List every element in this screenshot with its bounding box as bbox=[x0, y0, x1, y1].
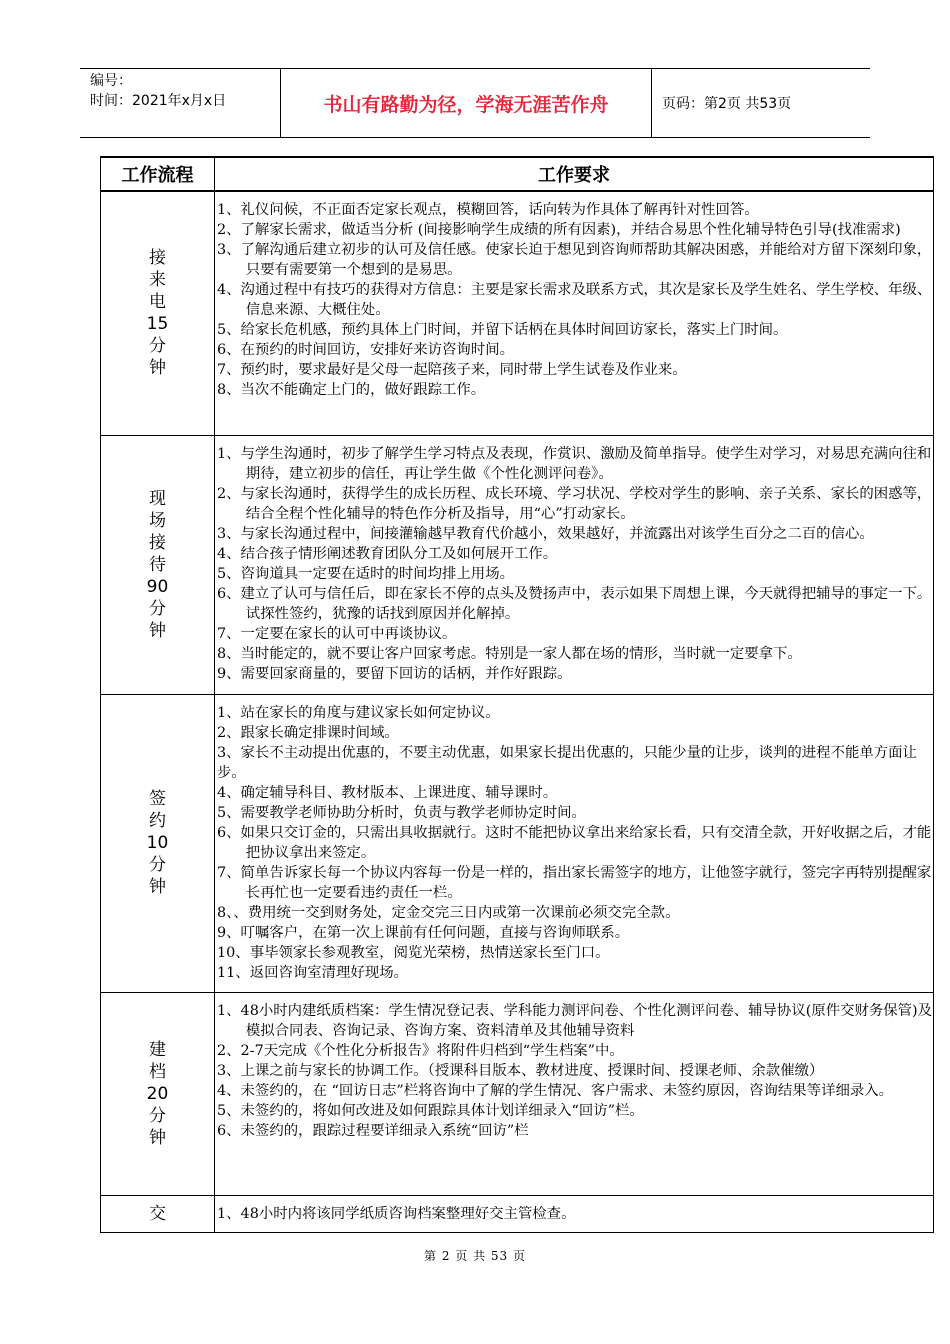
requirements-cell bbox=[215, 992, 934, 1195]
requirement-item: 3、家长不主动提出优惠的，不要主动优惠，如果家长提出优惠的，只能少量的让步，谈判的进程不能单方面让步。 bbox=[217, 744, 917, 781]
stage-cell bbox=[101, 191, 215, 435]
stage-char: 签 bbox=[149, 789, 166, 809]
stage-char: 待 bbox=[149, 554, 166, 575]
stage-char: 分 bbox=[149, 336, 166, 357]
requirement-item: 8、、费用统一交到财务处，定金交完三日内或第一次课前必须交完全款。 bbox=[217, 904, 680, 921]
requirement-item: 1、站在家长的角度与建议家长如何定协议。 bbox=[217, 704, 500, 721]
requirement-item: 7、预约时，要求最好是父母一起陪孩子来，同时带上学生试卷及作业来。 bbox=[217, 362, 687, 378]
page-header bbox=[80, 68, 870, 138]
requirement-item: 6、如果只交订金的，只需出具收据就行。这时不能把协议拿出来给家长看，只有交清全款，开好收据之后，才能把协议拿出来签定。 bbox=[217, 824, 932, 861]
document-number-label: 编号： bbox=[90, 73, 132, 89]
requirement-item: 9、叮嘱客户，在第一次上课前有任何问题，直接与咨询师联系。 bbox=[217, 924, 630, 941]
stage-char: 交 bbox=[149, 1203, 166, 1224]
table-header-row bbox=[101, 157, 934, 191]
requirement-item: 5、咨询道具一定要在适时的时间均排上用场。 bbox=[217, 565, 514, 582]
requirement-item: 4、确定辅导科目、教材版本、上课进度、辅导课时。 bbox=[217, 784, 558, 801]
header-page-label: 页码：第2页 共53页 bbox=[662, 96, 792, 112]
page-footer: 第 2 页 共 53 页 bbox=[424, 1249, 526, 1263]
requirement-item: 5、未签约的，将如何改进及如何跟踪具体计划详细录入“回访”栏。 bbox=[217, 1102, 644, 1119]
table-row bbox=[101, 992, 934, 1195]
stage-char: 接 bbox=[149, 248, 166, 269]
stage-char: 约 bbox=[149, 811, 166, 831]
header-motto: 书山有路勤为径，学海无涯苦作舟 bbox=[280, 69, 652, 137]
stage-char: 15 bbox=[146, 314, 169, 335]
requirement-item: 2、与家长沟通时，获得学生的成长历程、成长环境、学习状况、学校对学生的影响、亲子关系、家长的困惑等，结合全程个性化辅导的特色作分析及指导，用“心”打动家长。 bbox=[217, 485, 932, 522]
stage-char: 钟 bbox=[149, 358, 166, 379]
stage-char: 场 bbox=[149, 510, 166, 531]
table-body bbox=[101, 191, 934, 1232]
requirement-item: 7、一定要在家长的认可中再谈协议。 bbox=[217, 625, 457, 642]
stage-cell bbox=[101, 435, 215, 694]
stage-char: 档 bbox=[149, 1061, 166, 1082]
requirements-cell bbox=[215, 1195, 934, 1232]
requirement-item: 6、建立了认可与信任后，即在家长不停的点头及赞扬声中，表示如果下周想上课，今天就得把辅导的事定一下。试探性签约，犹豫的话找到原因并化解掉。 bbox=[217, 585, 932, 622]
stage-cell bbox=[101, 1195, 215, 1232]
requirement-item: 11、返回咨询室清理好现场。 bbox=[217, 964, 408, 981]
requirement-item: 7、简单告诉家长每一个协议内容每一份是一样的，指出家长需签字的地方，让他签字就行，签完字再特别提醒家长再忙也一定要看违约责任一栏。 bbox=[217, 864, 932, 901]
stage-cell bbox=[101, 992, 215, 1195]
requirement-item: 10、事毕领家长参观教室，阅览光荣榜，热情送家长至门口。 bbox=[217, 944, 610, 961]
requirement-item: 4、未签约的，在 “回访日志”栏将咨询中了解的学生情况、客户需求、未签约原因，咨询结果等详细录入。 bbox=[217, 1082, 894, 1099]
requirements-cell bbox=[215, 435, 934, 694]
table-row bbox=[101, 694, 934, 992]
column-header-requirements: 工作要求 bbox=[215, 157, 934, 191]
stage-char: 钟 bbox=[149, 877, 166, 897]
stage-char: 接 bbox=[149, 532, 166, 553]
header-meta bbox=[80, 69, 280, 137]
requirement-item: 6、未签约的，跟踪过程要详细录入系统“回访”栏 bbox=[217, 1122, 529, 1139]
requirement-item: 8、当次不能确定上门的，做好跟踪工作。 bbox=[217, 382, 486, 398]
requirement-item: 4、结合孩子情形阐述教育团队分工及如何展开工作。 bbox=[217, 545, 558, 562]
requirement-item: 1、与学生沟通时，初步了解学生学习特点及表现，作赏识、激励及简单指导。使学生对学习，对易思充满向往和期待，建立初步的信任，再让学生做《个性化测评问卷》。 bbox=[217, 445, 932, 482]
stage-char: 90 bbox=[146, 576, 169, 597]
stage-char: 钟 bbox=[149, 620, 166, 641]
requirement-item: 3、上课之前与家长的协调工作。（授课科目版本、教材进度、授课时间、授课老师、余款催缴） bbox=[217, 1062, 824, 1079]
requirement-item: 5、给家长危机感，预约具体上门时间，并留下话柄在具体时间回访家长，落实上门时间。 bbox=[217, 322, 788, 338]
stage-char: 分 bbox=[149, 1105, 166, 1126]
document-time-label: 时间：2021年x月x日 bbox=[90, 93, 227, 109]
requirement-item: 2、2-7天完成《个性化分析报告》将附件归档到“学生档案”中。 bbox=[217, 1042, 624, 1059]
stage-char: 分 bbox=[149, 598, 166, 619]
table-row bbox=[101, 435, 934, 694]
table-row bbox=[101, 191, 934, 435]
stage-char: 分 bbox=[149, 855, 166, 875]
requirement-item: 5、需要教学老师协助分析时，负责与教学老师协定时间。 bbox=[217, 804, 586, 821]
requirement-item: 3、与家长沟通过程中，间接灌输越早教育代价越小，效果越好，并流露出对该学生百分之二百的信心。 bbox=[217, 525, 874, 542]
requirement-item: 1、礼仪问候，不正面否定家长观点，模糊回答，话向转为作具体了解再针对性回答。 bbox=[217, 202, 759, 218]
table-row bbox=[101, 1195, 934, 1232]
requirements-cell bbox=[215, 191, 934, 435]
stage-char: 钟 bbox=[149, 1127, 166, 1148]
requirement-item: 2、跟家长确定排课时间域。 bbox=[217, 724, 399, 741]
stage-char: 来 bbox=[149, 270, 166, 291]
requirement-item: 9、需要回家商量的，要留下回访的话柄，并作好跟踪。 bbox=[217, 665, 572, 682]
stage-char: 20 bbox=[146, 1083, 169, 1104]
column-header-workflow: 工作流程 bbox=[101, 157, 215, 191]
requirements-cell bbox=[215, 694, 934, 992]
stage-char: 电 bbox=[149, 292, 166, 313]
requirement-item: 1、48小时内将该同学纸质咨询档案整理好交主管检查。 bbox=[217, 1205, 576, 1222]
requirement-item: 1、48小时内建纸质档案：学生情况登记表、学科能力测评问卷、个性化测评问卷、辅导协议(原件交财务保管)及模拟合同表、咨询记录、咨询方案、资料清单及其他辅导资料 bbox=[217, 1002, 933, 1039]
stage-char: 现 bbox=[149, 488, 166, 509]
requirement-item: 4、沟通过程中有技巧的获得对方信息：主要是家长需求及联系方式，其次是家长及学生姓名、学生学校、年级、信息来源、大概住处。 bbox=[217, 282, 932, 318]
stage-char: 建 bbox=[149, 1039, 166, 1060]
stage-cell bbox=[101, 694, 215, 992]
requirement-item: 6、在预约的时间回访，安排好来访咨询时间。 bbox=[217, 342, 514, 358]
workflow-table bbox=[100, 156, 934, 1233]
requirement-item: 8、当时能定的，就不要让客户回家考虑。特别是一家人都在场的情形，当时就一定要拿下。 bbox=[217, 645, 802, 662]
stage-char: 10 bbox=[146, 833, 169, 853]
requirement-item: 3、了解沟通后建立初步的认可及信任感。使家长迫于想见到咨询师帮助其解决困惑，并能给对方留下深刻印象，只要有需要第一个想到的是易思。 bbox=[217, 242, 932, 278]
requirement-item: 2、了解家长需求，做适当分析 (间接影响学生成绩的所有因素)，并结合易思个性化辅导特色引导(找准需求) bbox=[217, 222, 901, 238]
